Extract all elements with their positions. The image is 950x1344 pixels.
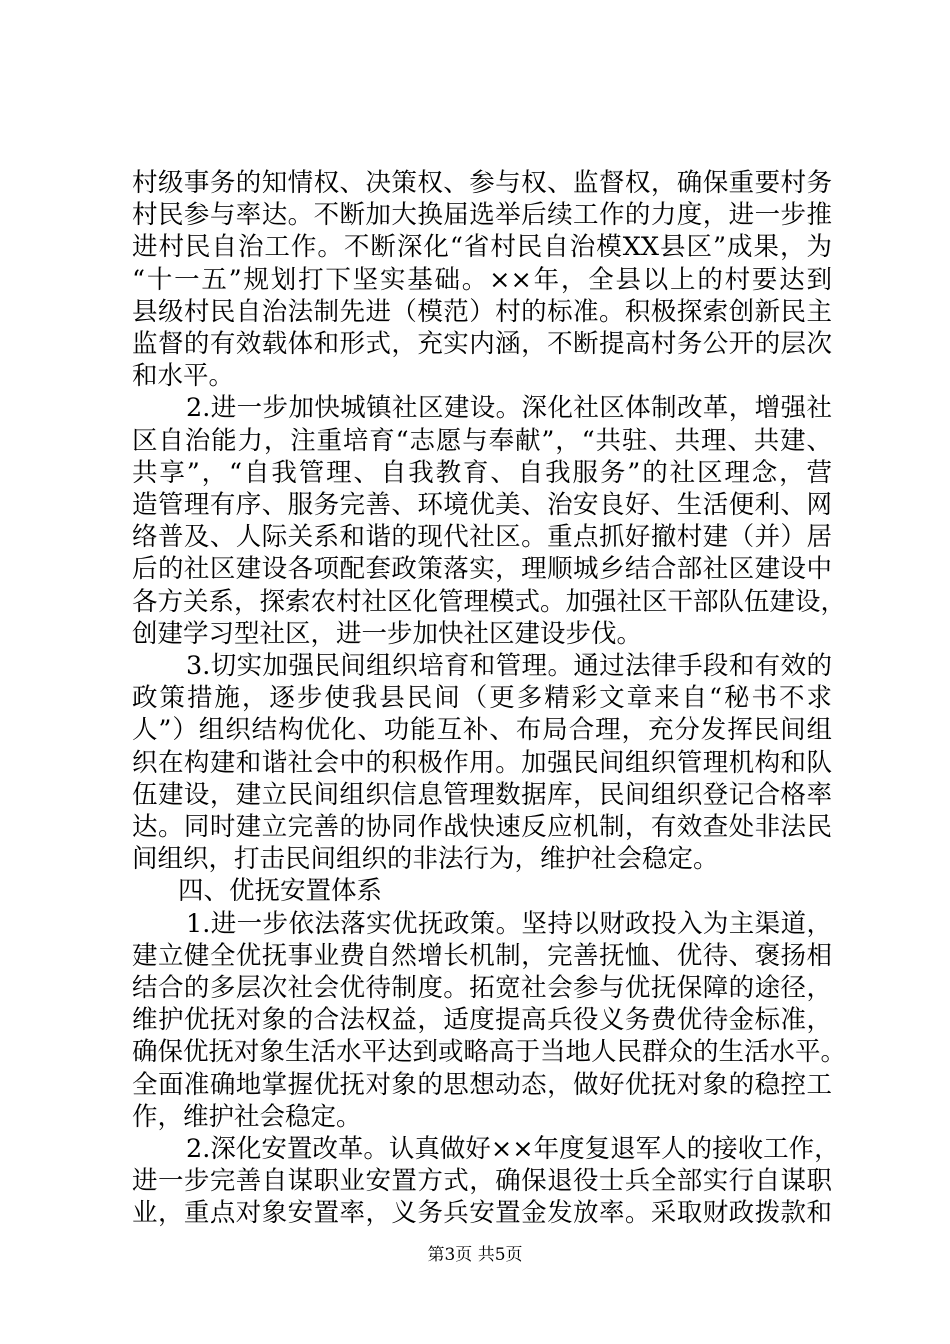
text-line: 监督的有效载体和形式，充实内涵，不断提高村务公开的层次	[132, 329, 832, 359]
text-line: 创建学习型社区，进一步加快社区建设步伐。	[132, 618, 643, 649]
text-line: 共享”，“自我管理、自我教育、自我服务”的社区理念，营	[132, 457, 832, 488]
text-line: 后的社区建设各项配套政策落实，理顺城乡结合部社区建设中	[132, 554, 832, 585]
text-line: 3.切实加强民间组织培育和管理。通过法律手段和有效的	[186, 651, 832, 681]
text-line: 2.进一步加快城镇社区建设。深化社区体制改革，增强社	[186, 393, 832, 424]
page-footer: 第3页 共5页	[427, 1245, 523, 1265]
text-line: 政策措施，逐步使我县民间（更多精彩文章来自“秘书不求	[132, 683, 832, 714]
text-line: 村级事务的知情权、决策权、参与权、监督权，确保重要村务	[132, 168, 832, 198]
text-line: 和水平。	[132, 361, 235, 392]
text-line: 各方关系，探索农村社区化管理模式。加强社区干部队伍建设，	[132, 586, 847, 617]
text-line: 确保优抚对象生活水平达到或略高于当地人民群众的生活水平。	[132, 1037, 847, 1068]
text-line: 络普及、人际关系和谐的现代社区。重点抓好撤村建（并）居	[132, 522, 832, 553]
text-line: 织在构建和谐社会中的积极作用。加强民间组织管理机构和队	[132, 747, 832, 778]
text-line: 伍建设，建立民间组织信息管理数据库，民间组织登记合格率	[132, 779, 832, 810]
text-line: “十一五”规划打下坚实基础。××年，全县以上的村要达到	[132, 264, 832, 295]
text-line: 业，重点对象安置率，义务兵安置金发放率。采取财政拨款和	[132, 1198, 832, 1229]
text-line: 达。同时建立完善的协同作战快速反应机制，有效查处非法民	[132, 812, 832, 842]
text-line: 作，维护社会稳定。	[132, 1101, 362, 1132]
text-line: 县级村民自治法制先进（模范）村的标准。积极探索创新民主	[132, 296, 832, 327]
text-line: 造管理有序、服务完善、环境优美、治安良好、生活便利、网	[132, 490, 832, 520]
text-line: 进一步完善自谋职业安置方式，确保退役士兵全部实行自谋职	[132, 1166, 832, 1197]
text-line: 全面准确地掌握优抚对象的思想动态，做好优抚对象的稳控工	[132, 1069, 832, 1100]
text-line: 区自治能力，注重培育“志愿与奉献”，“共驻、共理、共建、	[132, 425, 832, 456]
text-line: 村民参与率达。不断加大换届选举后续工作的力度，进一步推	[132, 200, 832, 231]
text-line: 结合的多层次社会优待制度。拓宽社会参与优抚保障的途径，	[132, 973, 832, 1003]
text-line: 进村民自治工作。不断深化“省村民自治模XX县区”成果，为	[132, 232, 832, 263]
text-line: 1.进一步依法落实优抚政策。坚持以财政投入为主渠道，	[186, 908, 832, 939]
text-line: 人”）组织结构优化、功能互补、布局合理，充分发挥民间组	[132, 715, 832, 746]
text-line: 2.深化安置改革。认真做好××年度复退军人的接收工作，	[186, 1134, 840, 1164]
text-line: 维护优抚对象的合法权益，适度提高兵役义务费优待金标准，	[132, 1005, 832, 1036]
section-heading: 四、优抚安置体系	[178, 876, 383, 907]
text-line: 建立健全优抚事业费自然增长机制，完善抚恤、优待、褒扬相	[132, 940, 832, 971]
text-line: 间组织，打击民间组织的非法行为，维护社会稳定。	[132, 844, 719, 875]
